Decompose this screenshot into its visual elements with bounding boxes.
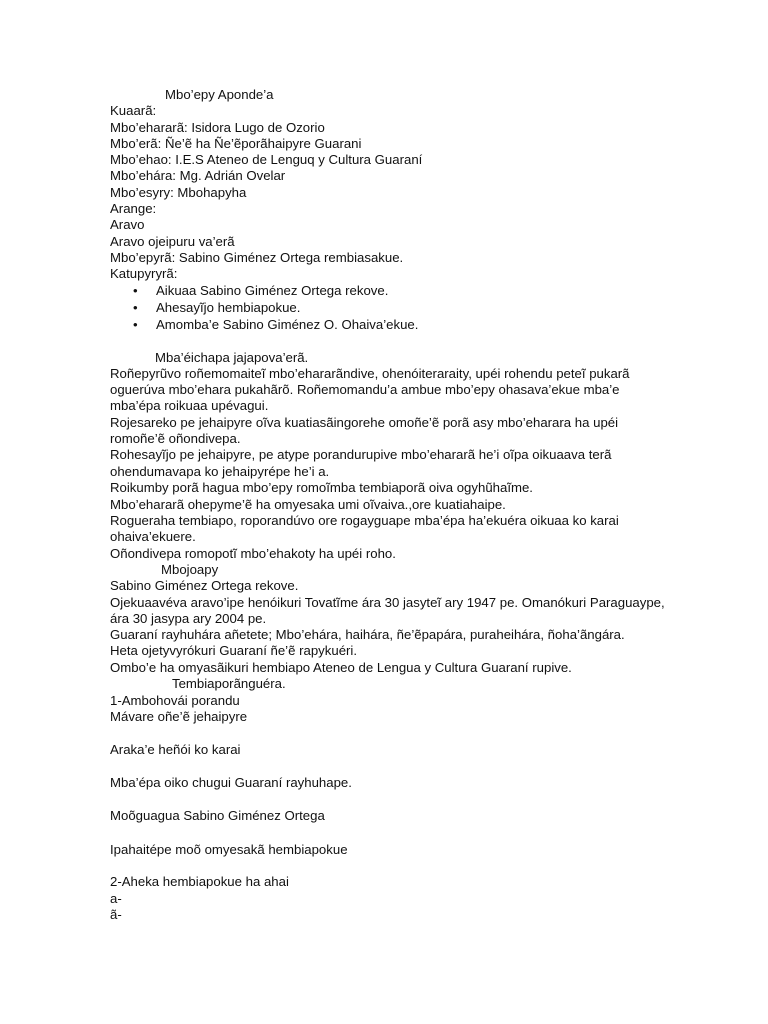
- kuaara-label: Kuaarã:: [110, 103, 157, 118]
- task-section-title: 2-Aheka hembiapokue ha ahai: [110, 874, 289, 889]
- teacher-line: Mbo’ehararã: Isidora Lugo de Ozorio: [110, 120, 325, 135]
- biography-line: Ojekuaavéva aravo’ipe henóikuri Tovatĩme ára 30 jasyteĩ ary 1947 pe. Omanókuri Paraguaype,: [110, 595, 665, 610]
- lesson-topic-line: Mbo’epyrã: Sabino Giménez Ortega rembiasakue.: [110, 250, 404, 265]
- activities-heading: Mba’éichapa jajapova’erã.: [155, 350, 309, 365]
- aravo-ojeipuru-line: Aravo ojeipuru va’erã: [110, 234, 235, 249]
- biography-line: Sabino Giménez Ortega rekove.: [110, 578, 299, 593]
- biography-line: Heta ojetyvyrókuri Guaraní ñe’ẽ rapykuéri.: [110, 643, 358, 658]
- activity-line: Roñepyrũvo roñemomaiteĩ mbo’ehararãndive, ohenóiteraraity, upéi rohendu peteĩ pukarã: [110, 366, 630, 381]
- professor-line: Mbo’ehára: Mg. Adrián Ovelar: [110, 168, 286, 183]
- bullet-glyph: •: [133, 300, 138, 315]
- subject-line: Mbo’erã: Ñe’ẽ ha Ñe’ẽporãhaipyre Guarani: [110, 136, 362, 151]
- aravo-label: Aravo: [110, 217, 145, 232]
- biography-line: Guaraní rayhuhára añetete; Mbo’ehára, haihára, ñe’ẽpapára, puraheihára, ñoha’ãngára.: [110, 627, 625, 642]
- objectives-label: Katupyryrã:: [110, 266, 178, 281]
- question-item: Moõguagua Sabino Giménez Ortega: [110, 808, 325, 823]
- tasks-heading: Tembiaporãnguéra.: [172, 676, 286, 691]
- bullet-glyph: •: [133, 283, 138, 298]
- objective-item: • Amomba’e Sabino Giménez O. Ohaiva’ekue.: [133, 317, 419, 332]
- activity-line: Rogueraha tembiapo, roporandúvo ore rogayguape mba’épa ha’ekuéra oikuaa ko karai: [110, 513, 619, 528]
- course-line: Mbo’esyry: Mbohapyha: [110, 185, 247, 200]
- activity-line: ohendumavapa ko jehaipyrépe he’i a.: [110, 464, 330, 479]
- task-section-title: 1-Ambohovái porandu: [110, 693, 240, 708]
- question-item: Ipahaitépe moõ omyesakã hembiapokue: [110, 842, 348, 857]
- objective-item: • Aikuaa Sabino Giménez Ortega rekove.: [133, 283, 389, 298]
- arange-label: Arange:: [110, 201, 157, 216]
- answer-line: a-: [110, 891, 122, 906]
- activity-line: Rohesayĩjo pe jehaipyre, pe atype porandurupive mbo’ehararã he’i oĩpa oikuaava terã: [110, 447, 612, 462]
- activity-line: Rojesareko pe jehaipyre oĩva kuatiasãingorehe omoñe’ẽ porã asy mbo’eharara ha upéi: [110, 415, 619, 430]
- document-title: Mbo’epy Aponde’a: [165, 87, 274, 102]
- activity-line: Mbo’ehararã ohepyme’ẽ ha omyesaka umi oĩvaiva.,ore kuatiahaipe.: [110, 497, 506, 512]
- activity-line: ohaiva’ekuere.: [110, 529, 196, 544]
- biography-line: ára 30 jasypa ary 2004 pe.: [110, 611, 267, 626]
- question-item: Mba’épa oiko chugui Guaraní rayhuhape.: [110, 775, 352, 790]
- bullet-glyph: •: [133, 317, 138, 332]
- activity-line: Roikumby porã hagua mbo’epy romoĩmba tembiaporã oiva ogyhũhaĩme.: [110, 480, 533, 495]
- activity-line: mba’épa roikuaa upévagui.: [110, 398, 269, 413]
- school-line: Mbo’ehao: I.E.S Ateneo de Lenguq y Cultura Guaraní: [110, 152, 423, 167]
- question-item: Araka’e heñói ko karai: [110, 742, 241, 757]
- activity-line: romoñe’ẽ oñondivepa.: [110, 431, 241, 446]
- biography-line: Ombo’e ha omyasãikuri hembiapo Ateneo de Lengua y Cultura Guaraní rupive.: [110, 660, 572, 675]
- biography-heading: Mbojoapy: [161, 562, 219, 577]
- answer-line: ã-: [110, 907, 122, 922]
- activity-line: Oñondivepa romopotĩ mbo’ehakoty ha upéi roho.: [110, 546, 396, 561]
- activity-line: oguerúva mbo’ehara pukahãrõ. Roñemomandu’a ambue mbo’epy ohasava’ekue mba’e: [110, 382, 620, 397]
- objective-item: • Ahesayĩjo hembiapokue.: [133, 300, 301, 315]
- question-item: Mávare oñe’ẽ jehaipyre: [110, 709, 248, 724]
